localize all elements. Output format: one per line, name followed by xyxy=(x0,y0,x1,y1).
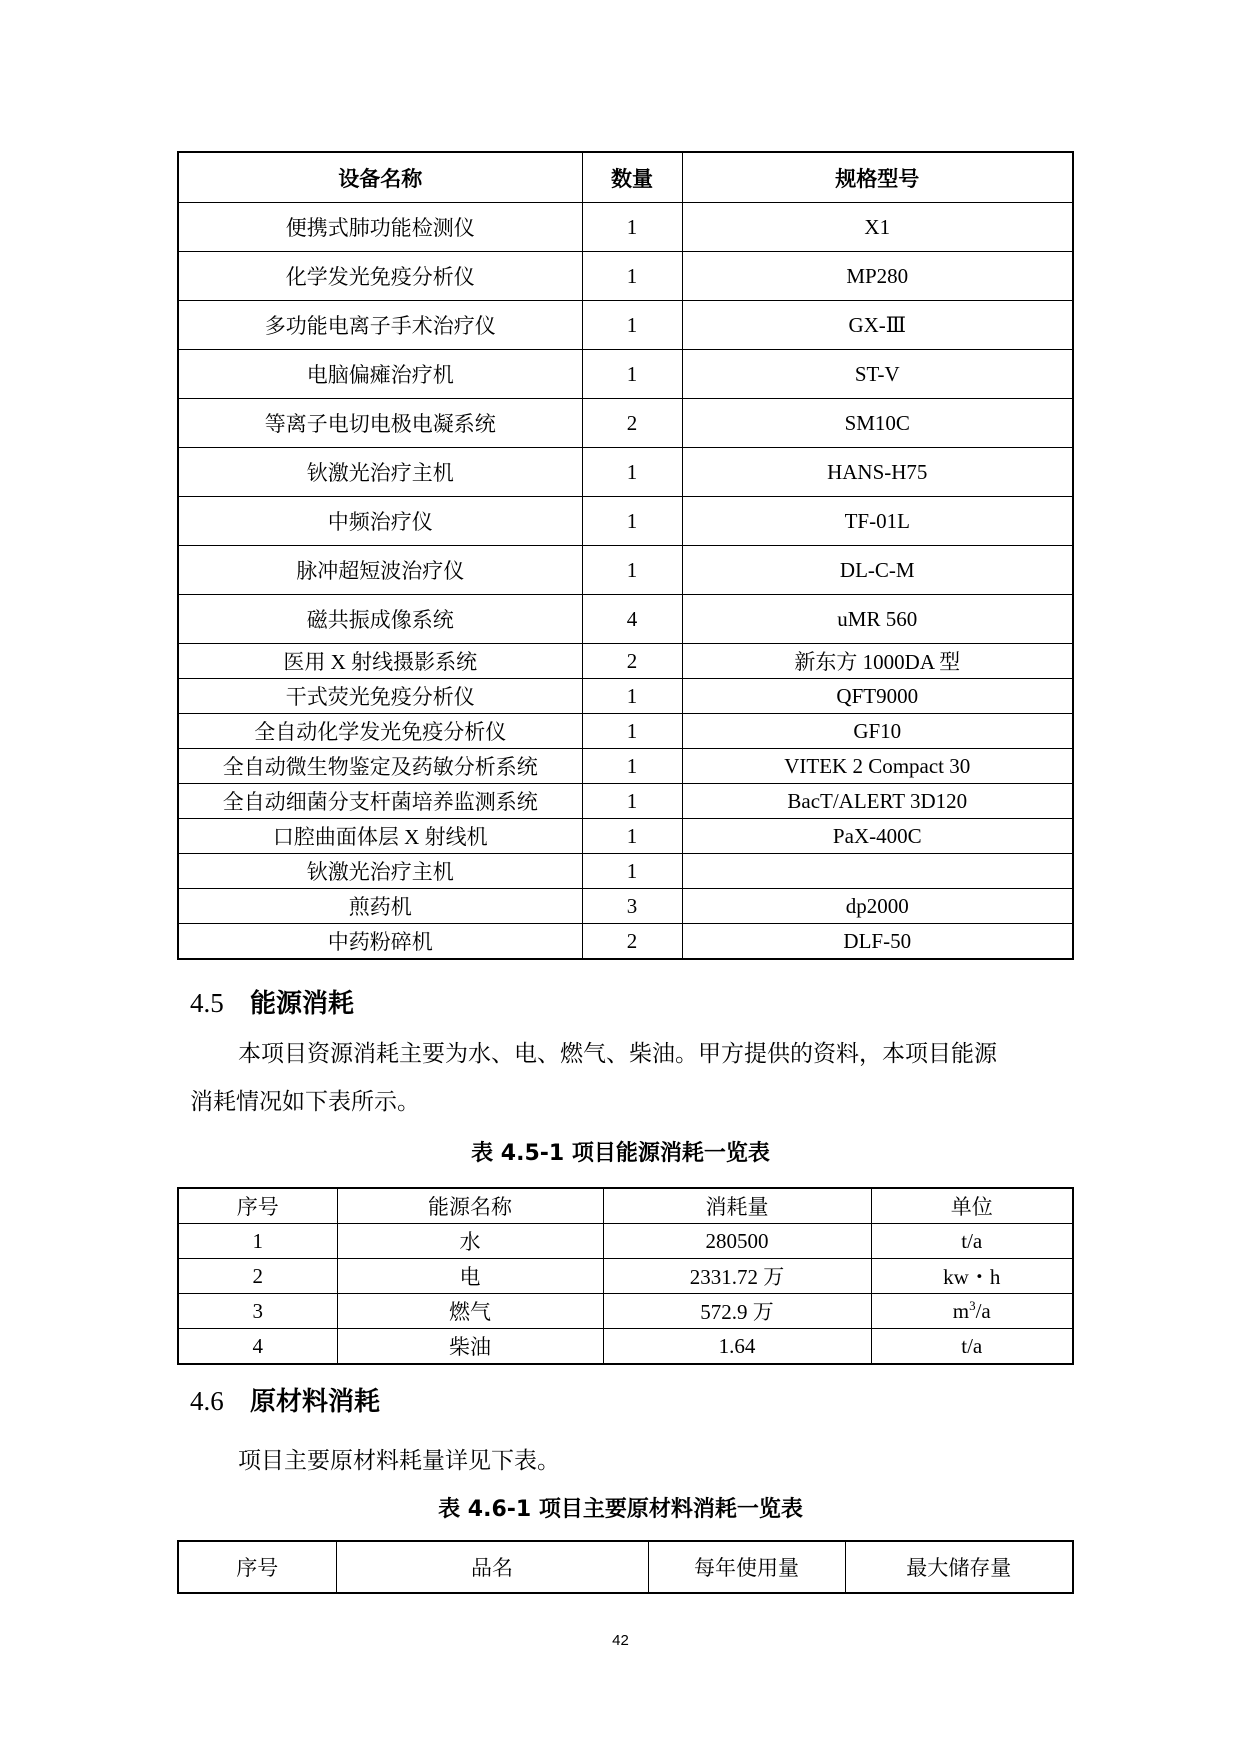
section-heading-4-6 xyxy=(190,1381,380,1418)
section-number: 4.6 xyxy=(190,1386,224,1416)
quantity-cell: 1 xyxy=(582,679,682,714)
table-caption: 表 4.6-1 项目主要原材料消耗一览表 xyxy=(438,1497,803,1522)
model-cell: BacT/ALERT 3D120 xyxy=(682,784,1073,819)
equipment-name-cell: 中频治疗仪 xyxy=(178,497,582,546)
page-number: 42 xyxy=(612,1632,629,1649)
quantity-cell: 1 xyxy=(582,714,682,749)
model-cell: MP280 xyxy=(682,252,1073,301)
unit-cell: t/a xyxy=(871,1224,1073,1259)
section-title: 能源消耗 xyxy=(250,989,355,1019)
section-heading-4-5 xyxy=(190,983,354,1020)
equipment-name-cell: 多功能电离子手术治疗仪 xyxy=(178,301,582,350)
header-model: 规格型号 xyxy=(682,152,1073,203)
model-cell: SM10C xyxy=(682,399,1073,448)
header-annual-usage: 每年使用量 xyxy=(648,1541,845,1593)
consumption-cell: 1.64 xyxy=(603,1329,871,1365)
unit-cell: kw・h xyxy=(871,1259,1073,1294)
table-row xyxy=(178,714,1073,749)
quantity-cell: 1 xyxy=(582,301,682,350)
table-row xyxy=(178,889,1073,924)
consumption-cell: 280500 xyxy=(603,1224,871,1259)
index-cell: 4 xyxy=(178,1329,337,1365)
index-cell: 2 xyxy=(178,1259,337,1294)
model-cell: X1 xyxy=(682,203,1073,252)
quantity-cell: 1 xyxy=(582,749,682,784)
quantity-cell: 4 xyxy=(582,595,682,644)
unit-cell: t/a xyxy=(871,1329,1073,1365)
table-row xyxy=(178,644,1073,679)
energy-name-cell: 电 xyxy=(337,1259,603,1294)
table-row xyxy=(178,448,1073,497)
quantity-cell: 1 xyxy=(582,854,682,889)
consumption-cell: 2331.72 万 xyxy=(603,1259,871,1294)
equipment-name-cell: 口腔曲面体层 X 射线机 xyxy=(178,819,582,854)
unit-suffix: /a xyxy=(975,1299,991,1323)
table-row xyxy=(178,1294,1073,1329)
header-item-name: 品名 xyxy=(336,1541,648,1593)
section-title: 原材料消耗 xyxy=(250,1387,381,1417)
quantity-cell: 1 xyxy=(582,784,682,819)
table-row xyxy=(178,819,1073,854)
equipment-name-cell: 化学发光免疫分析仪 xyxy=(178,252,582,301)
equipment-name-cell: 全自动微生物鉴定及药敏分析系统 xyxy=(178,749,582,784)
index-cell: 1 xyxy=(178,1224,337,1259)
quantity-cell: 1 xyxy=(582,203,682,252)
table-row xyxy=(178,399,1073,448)
model-cell: TF-01L xyxy=(682,497,1073,546)
quantity-cell: 2 xyxy=(582,399,682,448)
model-cell: PaX-400C xyxy=(682,819,1073,854)
table-row xyxy=(178,924,1073,960)
table-header-row xyxy=(178,152,1073,203)
model-cell: 新东方 1000DA 型 xyxy=(682,644,1073,679)
model-cell: DL-C-M xyxy=(682,546,1073,595)
equipment-name-cell: 煎药机 xyxy=(178,889,582,924)
consumption-cell: 572.9 万 xyxy=(603,1294,871,1329)
energy-name-cell: 水 xyxy=(337,1224,603,1259)
quantity-cell: 1 xyxy=(582,252,682,301)
table-row xyxy=(178,1224,1073,1259)
energy-name-cell: 燃气 xyxy=(337,1294,603,1329)
table-row xyxy=(178,1329,1073,1365)
quantity-cell: 1 xyxy=(582,819,682,854)
equipment-name-cell: 磁共振成像系统 xyxy=(178,595,582,644)
quantity-cell: 1 xyxy=(582,546,682,595)
header-consumption: 消耗量 xyxy=(603,1188,871,1224)
table-row xyxy=(178,301,1073,350)
table-row xyxy=(178,749,1073,784)
header-energy-name: 能源名称 xyxy=(337,1188,603,1224)
table-caption: 表 4.5-1 项目能源消耗一览表 xyxy=(471,1141,770,1166)
equipment-name-cell: 电脑偏瘫治疗机 xyxy=(178,350,582,399)
model-cell: GF10 xyxy=(682,714,1073,749)
table-row xyxy=(178,203,1073,252)
table-row xyxy=(178,546,1073,595)
header-unit: 单位 xyxy=(871,1188,1073,1224)
header-index: 序号 xyxy=(178,1541,336,1593)
table-row xyxy=(178,595,1073,644)
equipment-name-cell: 全自动细菌分支杆菌培养监测系统 xyxy=(178,784,582,819)
table-row xyxy=(178,679,1073,714)
paragraph-line: 消耗情况如下表所示。 xyxy=(190,1089,420,1114)
model-cell xyxy=(682,854,1073,889)
table-row xyxy=(178,1259,1073,1294)
table-header-row xyxy=(178,1541,1073,1593)
table-header-row xyxy=(178,1188,1073,1224)
model-cell: HANS-H75 xyxy=(682,448,1073,497)
section-number: 4.5 xyxy=(190,988,224,1018)
model-cell: dp2000 xyxy=(682,889,1073,924)
unit-cell xyxy=(871,1294,1073,1329)
header-index: 序号 xyxy=(178,1188,337,1224)
equipment-name-cell: 全自动化学发光免疫分析仪 xyxy=(178,714,582,749)
equipment-name-cell: 便携式肺功能检测仪 xyxy=(178,203,582,252)
header-equipment-name: 设备名称 xyxy=(178,152,582,203)
quantity-cell: 2 xyxy=(582,924,682,960)
header-max-storage: 最大储存量 xyxy=(845,1541,1073,1593)
table-row xyxy=(178,784,1073,819)
equipment-name-cell: 中药粉碎机 xyxy=(178,924,582,960)
table-row xyxy=(178,350,1073,399)
paragraph-line: 项目主要原材料耗量详见下表。 xyxy=(238,1448,560,1473)
energy-name-cell: 柴油 xyxy=(337,1329,603,1365)
equipment-name-cell: 医用 X 射线摄影系统 xyxy=(178,644,582,679)
table-row xyxy=(178,854,1073,889)
header-quantity: 数量 xyxy=(582,152,682,203)
model-cell: QFT9000 xyxy=(682,679,1073,714)
table-row xyxy=(178,252,1073,301)
model-cell: DLF-50 xyxy=(682,924,1073,960)
model-cell: GX-Ⅲ xyxy=(682,301,1073,350)
equipment-table xyxy=(177,151,1074,960)
equipment-name-cell: 等离子电切电极电凝系统 xyxy=(178,399,582,448)
table-row xyxy=(178,497,1073,546)
quantity-cell: 1 xyxy=(582,497,682,546)
energy-table xyxy=(177,1187,1074,1365)
equipment-name-cell: 钬激光治疗主机 xyxy=(178,448,582,497)
unit-exponent: 3 xyxy=(969,1298,976,1313)
equipment-name-cell: 干式荧光免疫分析仪 xyxy=(178,679,582,714)
model-cell: ST-V xyxy=(682,350,1073,399)
quantity-cell: 3 xyxy=(582,889,682,924)
model-cell: uMR 560 xyxy=(682,595,1073,644)
unit-base: m xyxy=(952,1299,970,1323)
equipment-name-cell: 钬激光治疗主机 xyxy=(178,854,582,889)
equipment-name-cell: 脉冲超短波治疗仪 xyxy=(178,546,582,595)
index-cell: 3 xyxy=(178,1294,337,1329)
quantity-cell: 2 xyxy=(582,644,682,679)
quantity-cell: 1 xyxy=(582,448,682,497)
paragraph-line: 本项目资源消耗主要为水、电、燃气、柴油。甲方提供的资料，本项目能源 xyxy=(238,1041,997,1066)
material-table xyxy=(177,1540,1074,1594)
quantity-cell: 1 xyxy=(582,350,682,399)
model-cell: VITEK 2 Compact 30 xyxy=(682,749,1073,784)
